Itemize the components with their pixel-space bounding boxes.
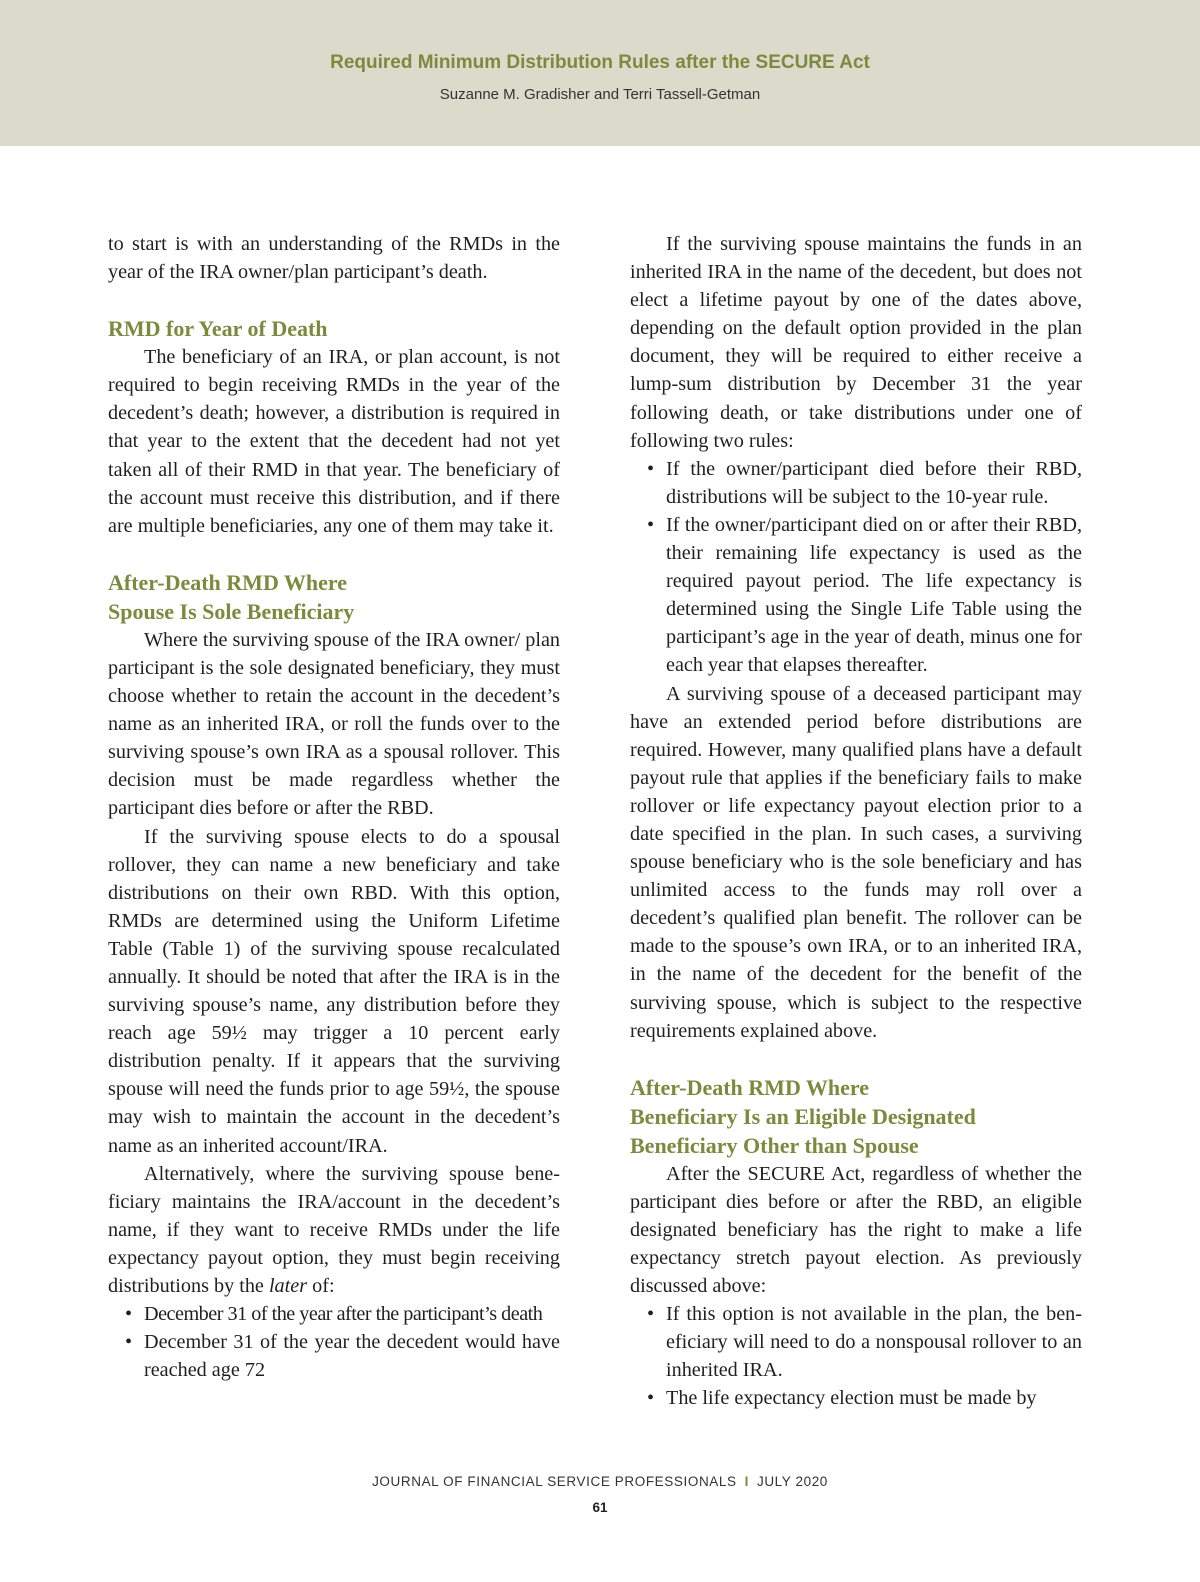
heading-line: After-Death RMD Where: [108, 569, 348, 595]
bullet-list: [630, 455, 1082, 680]
article-title: Required Minimum Distribution Rules after the SECURE Act: [330, 52, 870, 73]
bullet-icon: •: [647, 1387, 655, 1410]
bullet-icon: •: [647, 513, 655, 536]
emphasis-text: later: [268, 1275, 308, 1297]
list-item: [630, 455, 1082, 511]
list-item-text: December 31 of the year the decedent would have reached age 72: [144, 1331, 560, 1382]
article-authors: Suzanne M. Gradisher and Terri Tassell-Getman: [439, 86, 761, 103]
footer-journal-line: [0, 1474, 1200, 1489]
list-item-text: If this option is not available in the plan, the beneficiary will need to do a nonspousal rollover to an inherited IRA.: [666, 1303, 1082, 1382]
intro-paragraph: to start is with an understanding of the RMDs in the year of the IRA owner/plan participant’s death.: [108, 233, 560, 284]
bullet-icon: •: [647, 1303, 655, 1326]
list-item: [630, 511, 1082, 680]
paragraph: After the SECURE Act, regardless of whether the participant dies before or after the RBD, an eligible designated beneficiary has the right to make a life expectancy stretch payout election. As previously discussed above:: [630, 1162, 1082, 1298]
bullet-list: [108, 1300, 560, 1384]
paragraph: If the surviving spouse elects to do a spousal rollover, they can name a new beneficiary and take distributions on their own RBD. With this option, RMDs are determined using the Uniform Lifetime Table (Table 1) of the surviving spouse recalculated annually. It should be noted that after the IRA is in the surviving spouse’s name, any distribution before they reach age 59½ may trigger a 10 percent early distribution penalty. If it appears that the surviving spouse will need the funds prior to age 59½, the spouse may wish to maintain the account in the decedent’s name as an inherited account/IRA.: [108, 825, 560, 1157]
left-column: [108, 230, 560, 1384]
footer-separator: I: [744, 1474, 749, 1489]
heading-line: Spouse Is Sole Beneficiary: [108, 598, 355, 624]
journal-name: JOURNAL OF FINANCIAL SERVICE PROFESSIONALS: [372, 1474, 737, 1489]
bullet-icon: •: [647, 457, 655, 480]
paragraph: Where the surviving spouse of the IRA owner/ plan participant is the sole designated beneficiary, they must choose whether to retain the account in the decedent’s name as an inherited IRA, or roll the funds over to the surviving spouse’s own IRA as a spousal rollover. This decision must be made regardless whether the participant dies before or after the RBD.: [108, 628, 560, 820]
page-number: 61: [592, 1500, 608, 1515]
heading-line: Beneficiary Other than Spouse: [630, 1132, 919, 1158]
bullet-list: [630, 1300, 1082, 1412]
paragraph: The beneficiary of an IRA, or plan account, is not required to begin receiving RMDs in the year of the decedent’s death; however, a distribution is required in that year to the extent that the decedent had not yet taken all of their RMD in that year. The beneficiary of the account must receive this distribution, and if there are multiple beneficiaries, any one of them may take it.: [108, 346, 560, 537]
header-band: [0, 0, 1200, 146]
list-item-text: If the owner/participant died before their RBD, distributions will be subject to the 10-year rule.: [666, 457, 1082, 508]
paragraph: A surviving spouse of a deceased participant may have an extended period before distributions are required. However, many qualified plans have a default payout rule that applies if the beneficiary fails to make rollover or life expectancy payout election prior to a date specified in the plan. In such cases, a surviving spouse beneficiary who is the sole beneficiary and has unlimited access to the funds may roll over a decedent’s qualified plan benefit. The rollover can be made to the spouse’s own IRA, or to an inherited IRA, in the name of the decedent for the benefit of the surviving spouse, which is subject to the respective requirements explained above.: [630, 682, 1082, 1042]
text-run: Alternatively, where the surviving spouse beneficiary maintains the IRA/account in the decedent’s name, if they want to receive RMDs under the life expectancy payout option, they must begin receiving distributions by the: [108, 1162, 560, 1297]
section-heading-rmd-year-of-death: RMD for Year of Death: [108, 316, 328, 342]
section-heading-eligible-designated-beneficiary: [630, 1073, 1082, 1160]
list-item: [630, 1300, 1082, 1384]
bullet-icon: •: [125, 1331, 133, 1354]
list-item: [108, 1300, 560, 1328]
bullet-icon: •: [125, 1303, 132, 1326]
list-item: [108, 1328, 560, 1384]
text-run: of:: [307, 1275, 335, 1297]
issue-date: JULY 2020: [756, 1474, 828, 1489]
paragraph: If the surviving spouse maintains the funds in an inherited IRA in the name of the decedent, but does not elect a lifetime payout by one of the dates above, depending on the default option provided in the plan document, they will be required to either receive a lump-sum distribution by December 31 the year following death, or take distributions under one of following two rules:: [630, 233, 1082, 452]
right-column: [630, 230, 1082, 1413]
list-item-text: If the owner/participant died on or after their RBD, their remaining life expectancy is used as the required payout period. The life expectancy is determined using the Single Life Table using the participant’s age in the year of death, minus one for each year that elapses thereafter.: [666, 513, 1082, 677]
heading-line: Beneficiary Is an Eligible Designated: [630, 1103, 976, 1129]
paragraph: [108, 1160, 560, 1300]
list-item-text: The life expectancy election must be made by: [666, 1387, 1037, 1410]
list-item: [630, 1384, 1082, 1412]
list-item-text: December 31 of the year after the participant’s death: [144, 1303, 543, 1326]
heading-line: After-Death RMD Where: [630, 1074, 870, 1100]
section-heading-spouse-sole-beneficiary: [108, 568, 560, 626]
